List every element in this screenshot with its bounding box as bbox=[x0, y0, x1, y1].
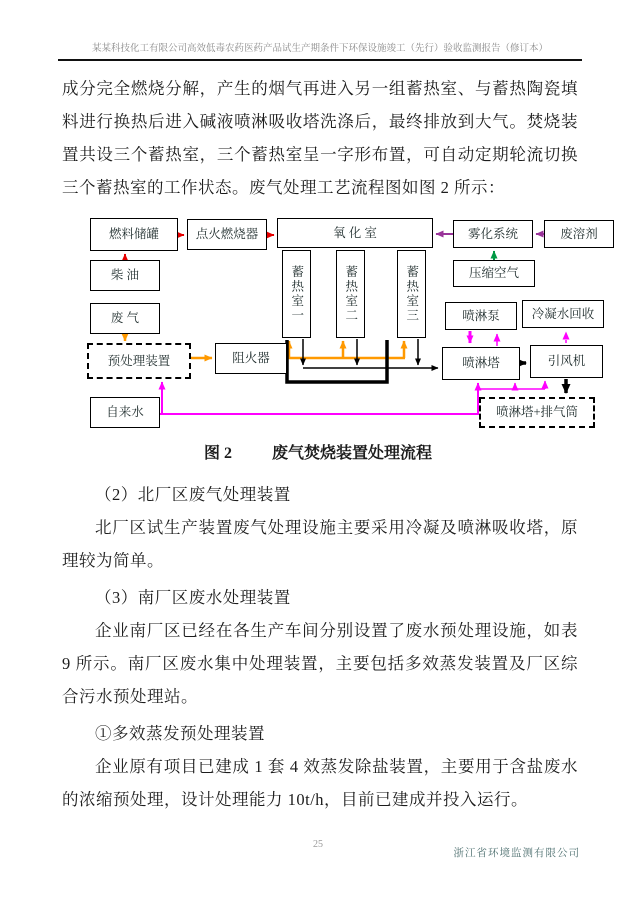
page-header-title: 某某科技化工有限公司高效低毒农药医药产品试生产期条件下环保设施竣工（先行）验收监测报告（修订本） bbox=[58, 40, 582, 61]
box-fuel-tank: 燃料储罐 bbox=[90, 218, 178, 251]
box-diesel: 柴 油 bbox=[90, 260, 160, 291]
box-regenerator-1: 蓄热室一 bbox=[282, 250, 311, 338]
box-waste-gas: 废 气 bbox=[90, 303, 160, 334]
intro-paragraph-block bbox=[62, 72, 578, 204]
box-tap-water: 自来水 bbox=[90, 397, 160, 428]
figure-caption-label: 图 2 bbox=[203, 445, 232, 462]
section-heading: ①多效蒸发预处理装置 bbox=[95, 724, 265, 743]
box-stack-outlet: 喷淋塔+排气筒 bbox=[479, 397, 595, 428]
intro-paragraph: 成分完全燃烧分解，产生的烟气再进入另一组蓄热室、与蓄热陶瓷填料进行换热后进入碱液喷淋吸收塔洗涤后，最终排放到大气。焚烧装置共设三个蓄热室，三个蓄热室呈一字形布置，可自动定期轮流切换三个蓄热室的工作状态。废气处理工艺流程图如图 2 所示： bbox=[62, 79, 578, 197]
figure-caption-title: 废气焚烧装置处理流程 bbox=[272, 445, 433, 462]
box-atomizer-system: 雾化系统 bbox=[453, 220, 533, 248]
section-heading: （2）北厂区废气处理装置 bbox=[95, 485, 291, 504]
page-number: 25 bbox=[313, 839, 323, 850]
box-condensate-recovery: 冷凝水回收 bbox=[522, 300, 604, 328]
section-paragraph: 北厂区试生产装置废气处理设施主要采用冷凝及喷淋吸收塔，原理较为简单。 bbox=[62, 518, 578, 570]
box-flame-arrester: 阻火器 bbox=[215, 343, 287, 374]
box-waste-solvent: 废溶剂 bbox=[544, 220, 614, 248]
box-spray-pump: 喷淋泵 bbox=[445, 302, 517, 330]
figure-caption bbox=[0, 440, 636, 463]
box-spray-tower: 喷淋塔 bbox=[442, 347, 520, 380]
section-paragraph: 企业原有项目已建成 1 套 4 效蒸发除盐装置，主要用于含盐废水的浓缩预处理，设计处理能力 10t/h，目前已建成并投入运行。 bbox=[62, 757, 578, 809]
box-compressed-air: 压缩空气 bbox=[453, 260, 535, 287]
section-paragraph: 企业南厂区已经在各生产车间分别设置了废水预处理设施，如表 9 所示。南厂区废水集中处理装置，主要包括多效蒸发装置及厂区综合污水预处理站。 bbox=[62, 621, 578, 706]
box-regenerator-2: 蓄热室二 bbox=[336, 250, 365, 338]
process-flow-diagram bbox=[85, 210, 615, 438]
box-pretreatment-unit: 预处理装置 bbox=[87, 343, 191, 379]
sections-block bbox=[62, 474, 578, 816]
box-regenerator-3: 蓄热室三 bbox=[397, 250, 426, 338]
section-heading: （3）南厂区废水处理装置 bbox=[95, 588, 291, 607]
box-oxidation-chamber: 氧 化 室 bbox=[277, 218, 433, 248]
box-induced-draft-fan: 引风机 bbox=[530, 345, 603, 378]
box-ignition-burner: 点火燃烧器 bbox=[187, 219, 267, 250]
footer-organization: 浙江省环境监测有限公司 bbox=[453, 848, 580, 859]
